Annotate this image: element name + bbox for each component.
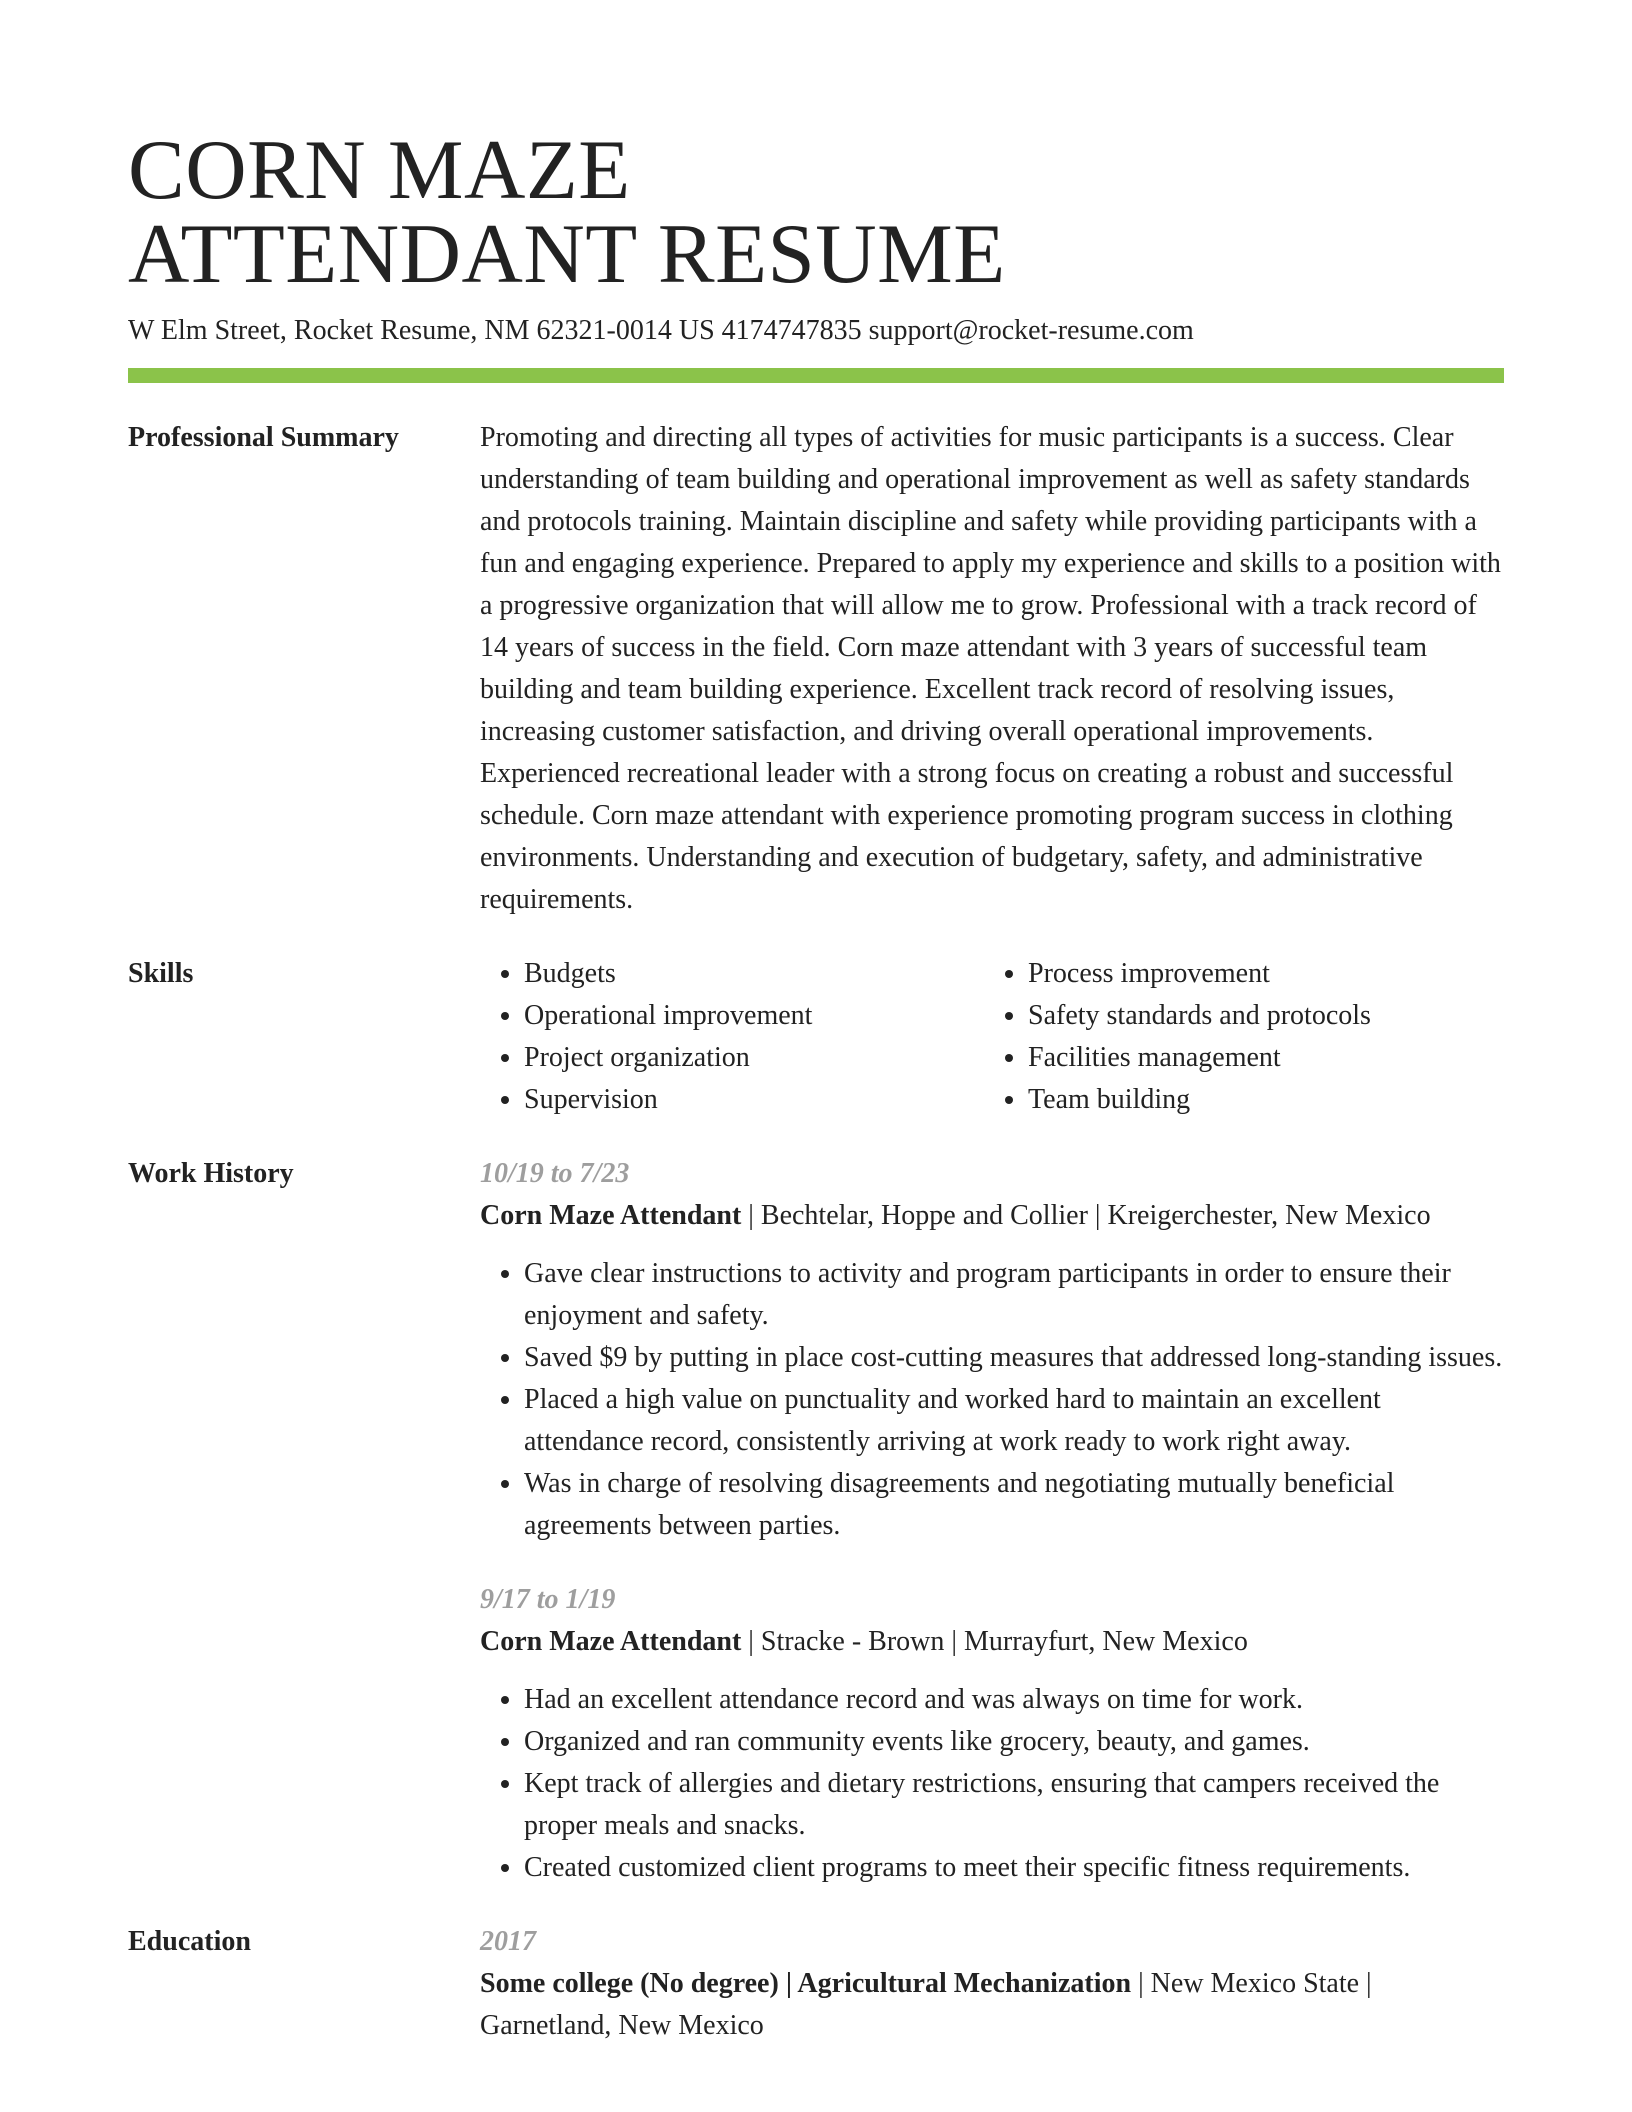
education-section [128, 1921, 1504, 2047]
education-year: 2017 [480, 1926, 536, 1957]
job-bullet: • Created customized client programs to meet their specific fitness requirements. [524, 1847, 1504, 1889]
accent-divider [128, 368, 1504, 383]
job-entry [480, 1153, 1504, 1547]
job-entry [480, 1579, 1504, 1889]
skill-item: • Safety standards and protocols [1028, 995, 1488, 1037]
work-history-label: Work History [128, 1158, 294, 1189]
job-bullets [480, 1679, 1504, 1889]
job-employer: | Bechtelar, Hoppe and Collier | Kreigerchester, New Mexico [741, 1200, 1431, 1231]
job-dates: 10/19 to 7/23 [480, 1158, 630, 1189]
job-title: Corn Maze Attendant [480, 1626, 742, 1657]
job-bullet: • Saved $9 by putting in place cost-cutting measures that addressed long-standing issues. [524, 1337, 1504, 1379]
job-dates: 9/17 to 1/19 [480, 1584, 616, 1615]
title-line-1: CORN MAZE [128, 123, 631, 217]
skill-item: • Team building [1028, 1079, 1488, 1121]
job-bullet: • Had an excellent attendance record and was always on time for work. [524, 1679, 1504, 1721]
education-label: Education [128, 1926, 251, 1957]
job-bullet: • Organized and ran community events like grocery, beauty, and games. [524, 1721, 1504, 1763]
skill-item: • Operational improvement [524, 995, 984, 1037]
skill-item: • Budgets [524, 953, 984, 995]
job-bullet: • Gave clear instructions to activity and program participants in order to ensure their enjoyment and safety. [524, 1253, 1504, 1337]
summary-label: Professional Summary [128, 422, 399, 453]
education-degree: Some college (No degree) | Agricultural Mechanization [480, 1968, 1132, 1999]
skills-section [128, 953, 1504, 1121]
job-bullet: • Was in charge of resolving disagreements and negotiating mutually beneficial agreements between parties. [524, 1463, 1504, 1547]
resume-page [128, 0, 1504, 2047]
summary-text: Promoting and directing all types of activities for music participants is a success. Clear understanding of team building and operational improvement as well as safety standards and protocols training. Maintain discipline and safety while providing participants with a fun and engaging experience. Prepared to apply my experience and skills to a position with a progressive organization that will allow me to grow. Professional with a track record of 14 years of success in the field. Corn maze attendant with 3 years of successful team building and team building experience. Excellent track record of resolving issues, increasing customer satisfaction, and driving overall operational improvements. Experienced recreational leader with a strong focus on creating a robust and successful schedule. Corn maze attendant with experience promoting program success in clothing environments. Understanding and execution of budgetary, safety, and administrative requirements. [480, 422, 1501, 915]
job-bullet: • Placed a high value on punctuality and worked hard to maintain an excellent attendance record, consistently arriving at work ready to work right away. [524, 1379, 1504, 1463]
skill-item: • Supervision [524, 1079, 984, 1121]
skills-label: Skills [128, 958, 194, 989]
education-school: | New Mexico State | Garnetland, New Mexico [480, 1968, 1372, 2041]
job-role-line [480, 1195, 1504, 1237]
resume-title [128, 123, 1504, 301]
contact-line: W Elm Street, Rocket Resume, NM 62321-0014 US 4174747835 support@rocket-resume.com [128, 315, 1194, 346]
skill-item: • Facilities management [1028, 1037, 1488, 1079]
skills-list-left [480, 953, 984, 1121]
education-line [480, 1963, 1504, 2047]
skills-list-right [984, 953, 1488, 1121]
job-title: Corn Maze Attendant [480, 1200, 742, 1231]
title-line-2: ATTENDANT RESUME [128, 207, 1006, 301]
job-employer: | Stracke - Brown | Murrayfurt, New Mexico [741, 1626, 1248, 1657]
summary-section [128, 417, 1504, 921]
skill-item: • Process improvement [1028, 953, 1488, 995]
job-bullet: • Kept track of allergies and dietary restrictions, ensuring that campers received the proper meals and snacks. [524, 1763, 1504, 1847]
job-role-line [480, 1621, 1504, 1663]
job-bullets [480, 1253, 1504, 1547]
work-history-section [128, 1153, 1504, 1889]
skill-item: • Project organization [524, 1037, 984, 1079]
